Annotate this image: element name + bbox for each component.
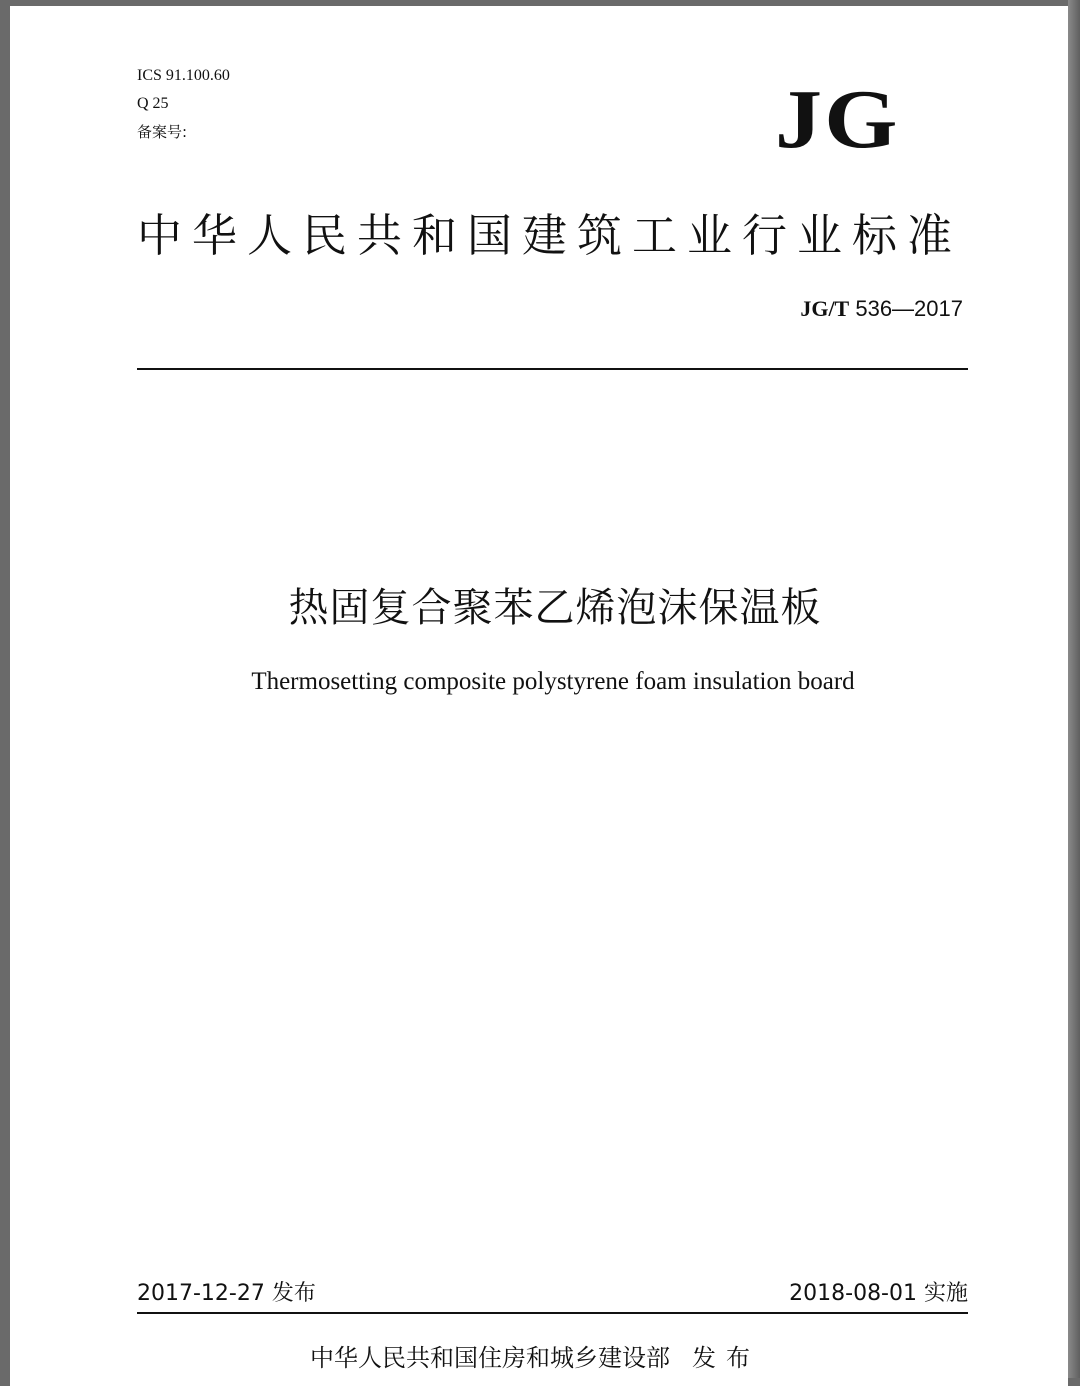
title-english: Thermosetting composite polystyrene foam insulation board bbox=[251, 668, 855, 695]
bottom-divider bbox=[137, 1312, 968, 1314]
document-page bbox=[10, 6, 1068, 1386]
record-number-label: 备案号: bbox=[137, 123, 188, 141]
page-edge-shadow bbox=[1068, 0, 1080, 1378]
standard-code: 536—2017 bbox=[849, 296, 963, 321]
standard-prefix: JG/T bbox=[800, 296, 850, 321]
implementation-date: 2018-08-01 实施 bbox=[789, 1281, 968, 1306]
publisher-name: 中华人民共和国住房和城乡建设部 bbox=[310, 1344, 670, 1372]
jg-logo: JG bbox=[775, 73, 900, 166]
publish-action: 发布 bbox=[692, 1344, 760, 1372]
ics-code: ICS 91.100.60 bbox=[137, 67, 230, 84]
classification-block bbox=[137, 62, 230, 146]
top-divider bbox=[137, 368, 968, 370]
title-chinese: 热固复合聚苯乙烯泡沫保温板 bbox=[288, 585, 822, 631]
issuing-authority-title: 中华人民共和国建筑工业行业标准 bbox=[137, 209, 963, 262]
ccs-code: Q 25 bbox=[137, 95, 169, 112]
issue-date: 2017-12-27 发布 bbox=[137, 1281, 316, 1306]
publisher-line bbox=[310, 1338, 760, 1373]
standard-number bbox=[800, 296, 963, 322]
